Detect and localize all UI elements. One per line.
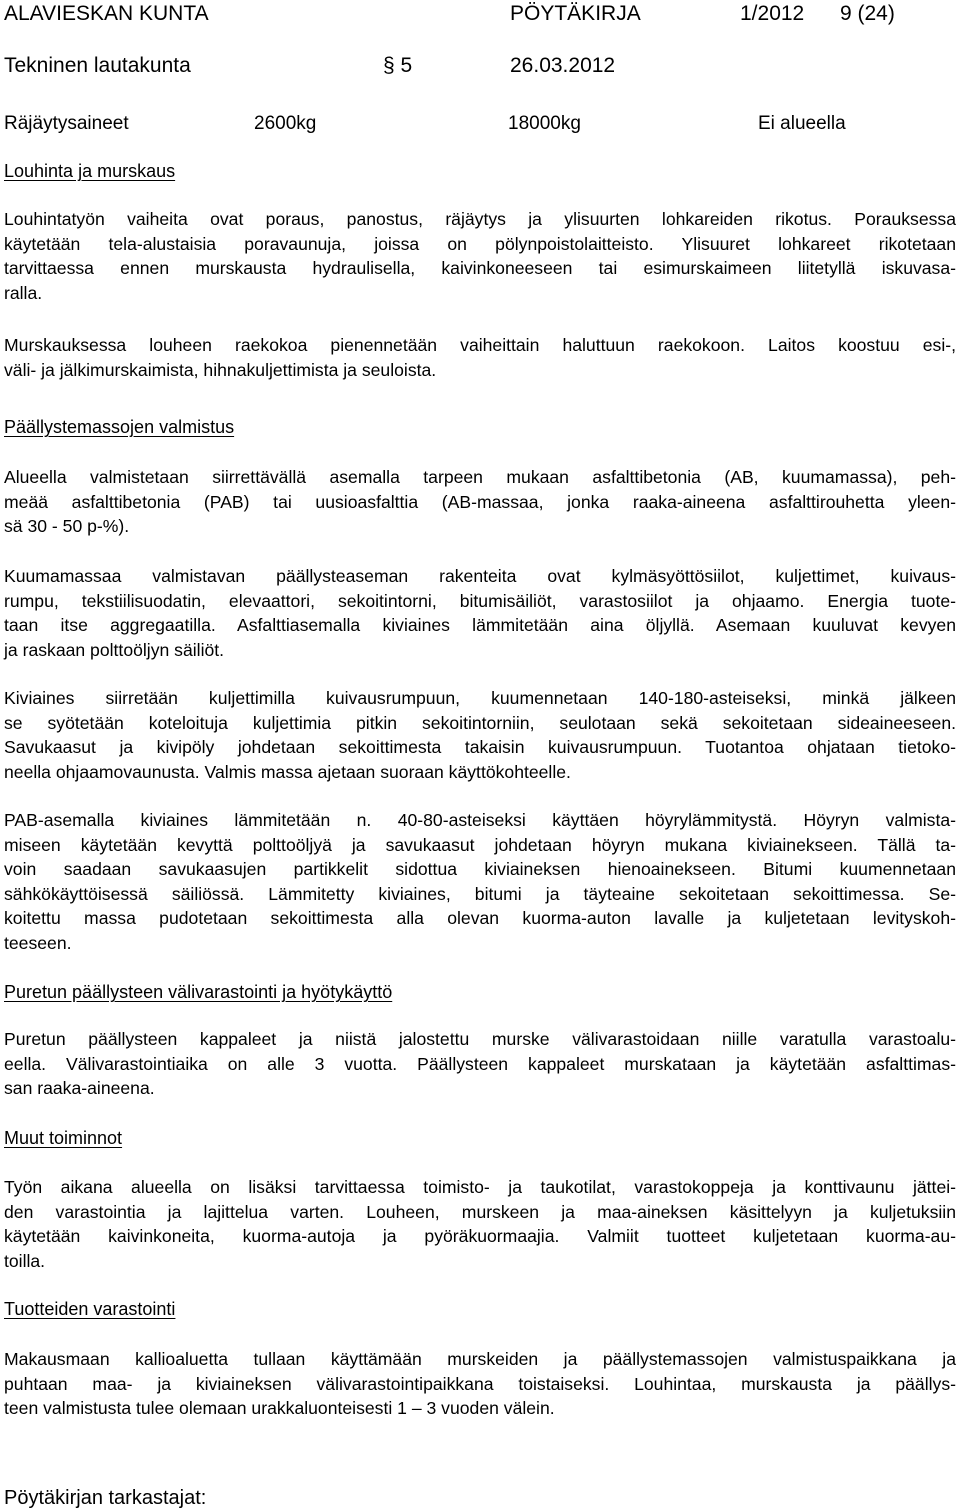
paragraph-asphalt-production (4, 465, 956, 539)
paragraph-crushing (4, 333, 956, 382)
text-line: Kuumamassaa valmistavan päällysteaseman rakenteita ovat kylmäsyöttösiilot, kuljettimet, kuivaus- (4, 566, 956, 586)
organization-name: ALAVIESKAN KUNTA (4, 2, 209, 25)
explosives-value-2: 18000kg (508, 113, 581, 134)
board-name: Tekninen lautakunta (4, 54, 191, 77)
paragraph-quarrying (4, 207, 956, 305)
paragraph-reclaimed-asphalt (4, 1027, 956, 1101)
text-line: neella ohjaamovaunusta. Valmis massa ajetaan suoraan käyttökohteelle. (4, 761, 571, 782)
text-line: san raaka-aineena. (4, 1078, 155, 1098)
text-line: Savukaasut ja kivipöly johdetaan sekoittimesta takaisin kuivausrumpuun. Tuotantoa ohjataan tietoko- (4, 737, 956, 757)
section-heading-asphalt: Päällystemassojen valmistus (4, 417, 235, 437)
text-line: PAB-asemalla kiviaines lämmitetään n. 40-80-asteiseksi käyttäen höyrylämmitystä. Höyryn valmista- (4, 810, 956, 830)
text-line: voin saadaan savukaasujen partikkelit sidottua kiviaineksen hienoainekseen. Bitumi kuumennetaan (4, 859, 956, 879)
text-line: koitettu massa pudotetaan sekoittimesta alla olevan kuorma-auton lavalle ja kuljetetaan levityskoh- (4, 908, 956, 928)
text-line: käytetään kaivinkoneita, kuorma-autoja ja pyöräkuormaajia. Valmiit tuotteet kuljetetaan kuorma-au- (4, 1226, 956, 1246)
section-number: § 5 (383, 54, 413, 77)
section-heading-reclaimed-asphalt: Puretun päällysteen välivarastointi ja hyötykäyttö (4, 982, 393, 1002)
text-line: käytetään tela-alustaisia poravaunuja, joissa on pölynpoistolaitteisto. Ylisuuret lohkareet rikotetaan (4, 233, 956, 254)
text-line: ralla. (4, 282, 43, 303)
text-line: Murskauksessa louheen raekokoa pienennetään vaiheittain haluttuun raekokoon. Laitos koostuu esi-, (4, 335, 956, 355)
paragraph-pab-plant (4, 808, 956, 955)
explosives-value-1: 2600kg (254, 113, 317, 134)
text-line: ja raskaan polttoöljyn säiliöt. (4, 639, 225, 660)
text-line: Puretun päällysteen kappaleet ja niistä jalostettu murske välivarastoidaan niille varatulla varastoalu- (4, 1029, 956, 1049)
text-line: eella. Välivarastointiaika on alle 3 vuotta. Päällysteen kappaleet murskataan ja käytetään asfalttimas- (4, 1053, 956, 1074)
text-line: miseen käytetään kevyttä polttoöljyä ja savukaasut johdetaan höyryn mukana kiviainekseen. Tällä ta- (4, 834, 956, 855)
explosives-value-3: Ei alueella (758, 113, 846, 134)
text-line: Työn aikana alueella on lisäksi tarvittaessa toimisto- ja taukotilat, varastokoppeja ja konttivaunu jättei- (4, 1177, 956, 1197)
section-heading-other-activities: Muut toiminnot (4, 1128, 123, 1148)
text-line: rumpu, tekstiilisuodatin, elevaattori, sekoitintorni, bitumisäiliöt, varastosiilot ja ohjaamo. Energia tuote- (4, 590, 956, 611)
text-line: se syötetään koteloituja kuljettimia pitkin sekoitintorniin, seulotaan sekä sekoitetaan sideaineeseen. (4, 712, 956, 733)
text-line: den varastointia ja lajittelua varten. Louheen, murskeen ja maa-aineksen käsittelyyn ja kuljetuksiin (4, 1201, 956, 1222)
paragraph-product-storage (4, 1347, 956, 1421)
document-number: 1/2012 (740, 2, 805, 25)
text-line: tarvittaessa ennen murskausta hydraulisella, kaivinkoneeseen tai esimurskaimeen liitetyllä iskuvasa- (4, 258, 956, 278)
text-line: sähkökäyttöisessä säiliössä. Lämmitetty kiviaines, bitumi ja täyteaine sekoitetaan sekoittimessa. Se- (4, 883, 956, 904)
text-line: Makausmaan kallioaluetta tullaan käyttämään murskeiden ja päällystemassojen valmistuspaikkana ja (4, 1349, 956, 1369)
section-heading-product-storage: Tuotteiden varastointi (4, 1299, 176, 1319)
text-line: meää asfalttibetonia (PAB) tai uusioasfalttia (AB-massaa, jonka raaka-aineena asfalttirouhetta yleen- (4, 491, 956, 512)
paragraph-aggregate-process (4, 686, 956, 784)
text-line: taan itse aggregaatilla. Asfalttiasemalla kiviaines lämmitetään aina öljyllä. Asemaan kuuluvat kevyen (4, 615, 956, 635)
text-line: puhtaan maa- ja kiviaineksen välivarastointipaikkana toistaiseksi. Louhintaa, murskausta ja päällys- (4, 1373, 956, 1394)
minutes-inspectors-label: Pöytäkirjan tarkastajat: (4, 1487, 207, 1509)
text-line: teen valmistusta tulee olemaan urakkaluonteisesti 1 – 3 vuoden välein. (4, 1398, 555, 1418)
explosives-label: Räjäytysaineet (4, 113, 129, 134)
document-type: PÖYTÄKIRJA (510, 2, 641, 25)
text-line: sä 30 - 50 p-%). (4, 516, 130, 536)
meeting-date: 26.03.2012 (510, 54, 616, 77)
text-line: väli- ja jälkimurskaimista, hihnakuljettimista ja seuloista. (4, 359, 437, 380)
paragraph-hot-mix-plant (4, 564, 956, 662)
text-line: Alueella valmistetaan siirrettävällä asemalla tarpeen mukaan asfalttibetonia (AB, kuumamassa), peh- (4, 467, 956, 487)
section-heading-quarrying: Louhinta ja murskaus (4, 161, 176, 181)
text-line: Kiviaines siirretään kuljettimilla kuivausrumpuun, kuumennetaan 140-180-asteiseksi, minkä jälkeen (4, 688, 956, 708)
text-line: toilla. (4, 1250, 46, 1271)
text-line: teeseen. (4, 932, 72, 953)
page-number: 9 (24) (840, 2, 895, 25)
text-line: Louhintatyön vaiheita ovat poraus, panostus, räjäytys ja ylisuurten lohkareiden rikotus. Porauksessa (4, 209, 956, 229)
paragraph-other-activities (4, 1175, 956, 1273)
